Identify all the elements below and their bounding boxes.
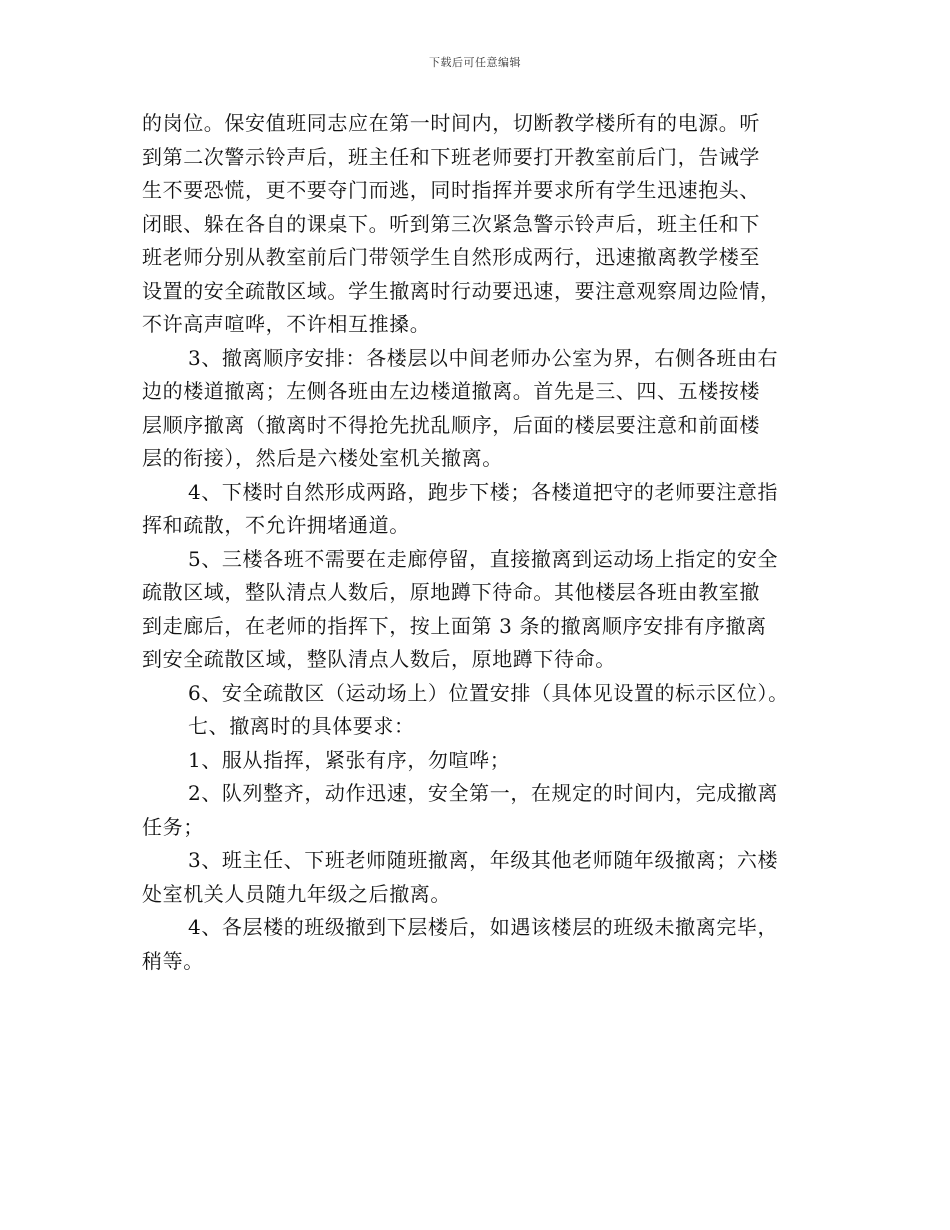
text-line: 任务； — [142, 814, 204, 839]
text-line: 闭眼、躲在各自的课桌下。听到第三次紧急警示铃声后，班主任和下 — [142, 211, 760, 236]
text-line: 到走廊后，在老师的指挥下，按上面第 3 条的撤离顺序安排有序撤离 — [142, 613, 767, 638]
text-line: 的岗位。保安值班同志应在第一时间内，切断教学楼所有的电源。听 — [142, 111, 760, 135]
paragraph-start: 4、下楼时自然形成两路，跑步下楼；各楼道把守的老师要注意指 — [188, 479, 779, 504]
page-header: 下载后可任意编辑 — [429, 56, 521, 69]
paragraph-start: 2、队列整齐，动作迅速，安全第一，在规定的时间内，完成撤离 — [188, 781, 779, 805]
paragraph-start: 1、服从指挥，紧张有序，勿喧哗； — [188, 747, 511, 772]
text-line: 设置的安全疏散区域。学生撤离时行动要迅速，要注意观察周边险情， — [142, 278, 781, 303]
text-line: 处室机关人员随九年级之后撤离。 — [142, 881, 451, 906]
text-line: 到第二次警示铃声后，班主任和下班老师要打开教室前后门，告诫学 — [142, 144, 760, 169]
paragraph-start: 5、三楼各班不需要在走廊停留，直接撤离到运动场上指定的安全 — [188, 546, 779, 571]
text-line: 不许高声喧哗，不许相互推搡。 — [142, 312, 431, 336]
text-line: 生不要恐慌，更不要夺门而逃，同时指挥并要求所有学生迅速抱头、 — [142, 178, 760, 202]
text-line: 挥和疏散，不允许拥堵通道。 — [142, 513, 410, 537]
document-body — [142, 107, 822, 978]
text-line: 班老师分别从教室前后门带领学生自然形成两行，迅速撤离教学楼至 — [142, 245, 760, 269]
text-line: 到安全疏散区域，整队清点人数后，原地蹲下待命。 — [142, 647, 616, 671]
text-line: 稍等。 — [142, 948, 204, 973]
text-line: 层的衔接），然后是六楼处室机关撤离。 — [142, 446, 503, 470]
section-heading: 七、撤离时的具体要求： — [188, 714, 415, 738]
text-line: 边的楼道撤离；左侧各班由左边楼道撤离。首先是三、四、五楼按楼 — [142, 379, 760, 403]
paragraph-start: 6、安全疏散区（运动场上）位置安排（具体见设置的标示区位）。 — [188, 680, 789, 705]
text-line: 疏散区域，整队清点人数后，原地蹲下待命。其他楼层各班由教室撤 — [142, 580, 760, 604]
paragraph-start: 3、班主任、下班老师随班撤离，年级其他老师随年级撤离；六楼 — [188, 848, 779, 872]
paragraph-start: 3、撤离顺序安排：各楼层以中间老师办公室为界，右侧各班由右 — [188, 345, 779, 370]
text-line: 层顺序撤离（撤离时不得抢先扰乱顺序，后面的楼层要注意和前面楼 — [142, 412, 760, 437]
paragraph-start: 4、各层楼的班级撤到下层楼后，如遇该楼层的班级未撤离完毕， — [188, 915, 779, 939]
